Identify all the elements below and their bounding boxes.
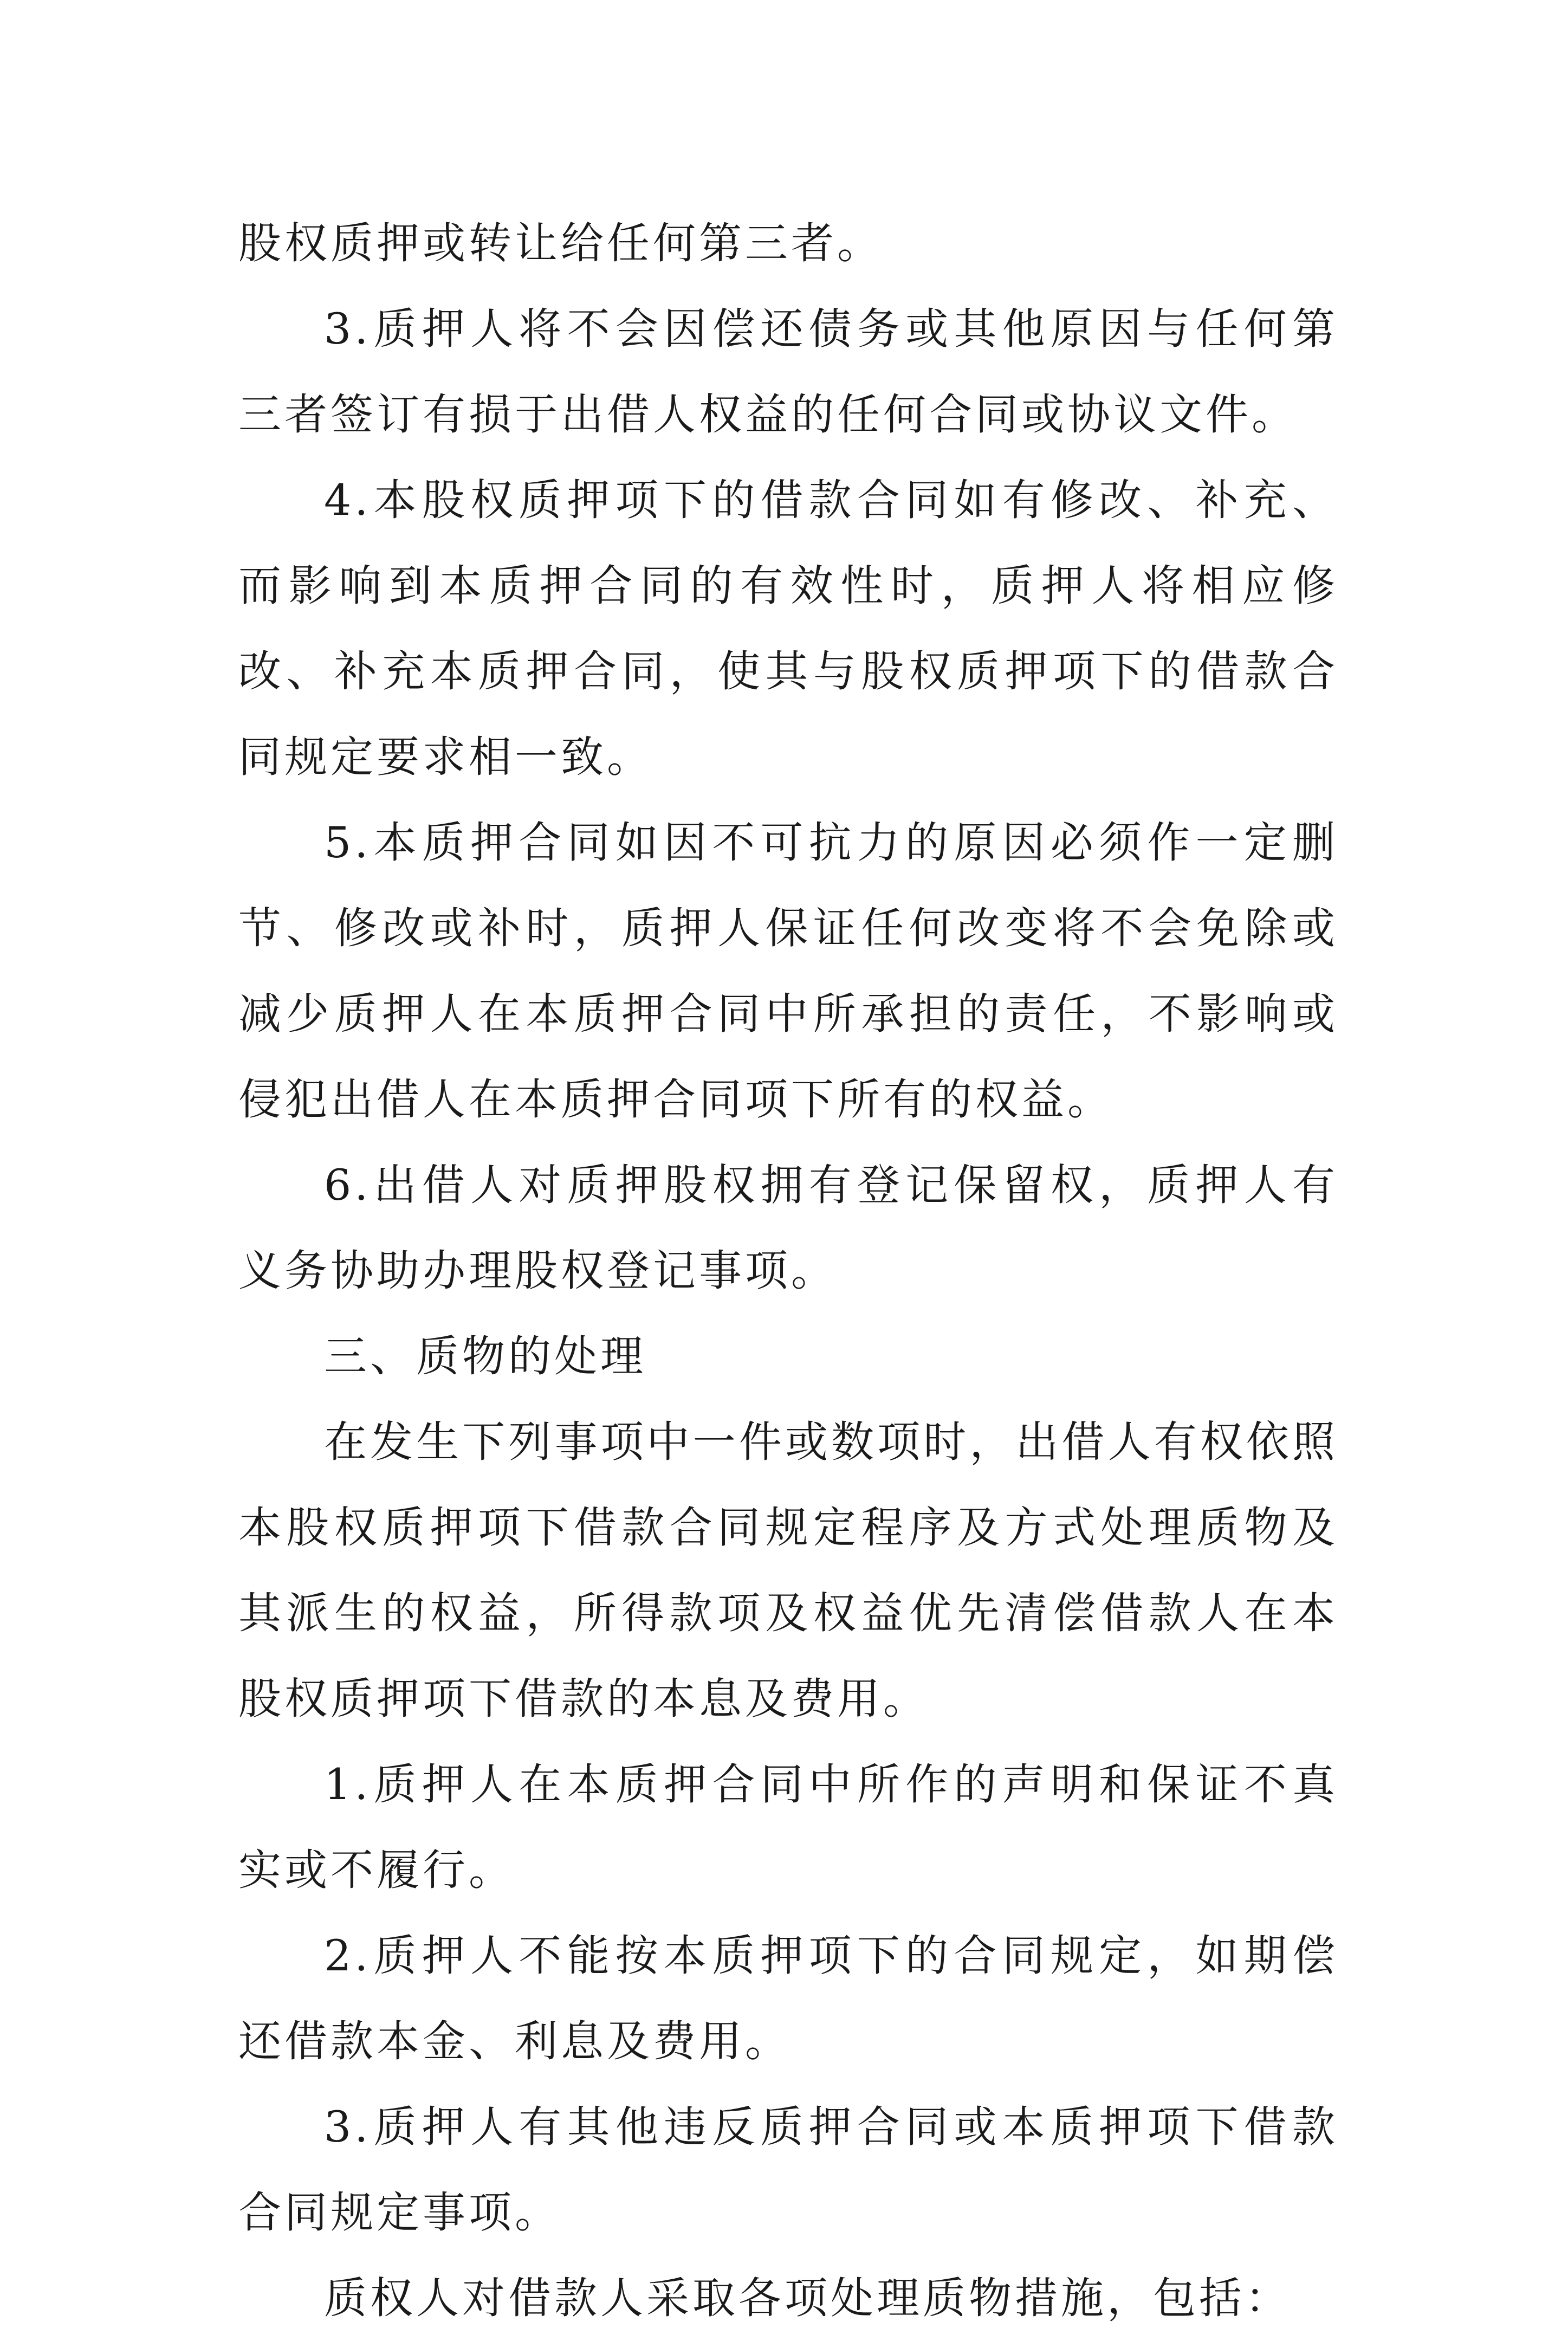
paragraph-4: 5.本质押合同如因不可抗力的原因必须作一定删节、修改或补时，质押人保证任何改变将不会免除或减少质押人在本质押合同中所承担的责任，不影响或侵犯出借人在本质押合同项下所有的权益。 [238,818,1338,1124]
paragraph-11: 质权人对借款人采取各项处理质物措施，包括： [324,2273,1291,2323]
paragraph-3: 4.本股权质押项下的借款合同如有修改、补充、而影响到本质押合同的有效性时，质押人将相应修改、补充本质押合同，使其与股权质押项下的借款合同规定要求相一致。 [238,475,1338,782]
paragraph-5: 6.出借人对质押股权拥有登记保留权，质押人有义务协助办理股权登记事项。 [238,1160,1338,1296]
paragraph-1: 股权质押或转让给任何第三者。 [238,218,883,268]
paragraph-9: 2.质押人不能按本质押项下的合同规定，如期偿还借款本金、利息及费用。 [238,1931,1338,2066]
section-heading: 三、质物的处理 [324,1331,646,1381]
paragraph-7: 在发生下列事项中一件或数项时，出借人有权依照本股权质押项下借款合同规定程序及方式处理质物及其派生的权益，所得款项及权益优先清偿借款人在本股权质押项下借款的本息及费用。 [238,1417,1338,1724]
paragraph-8: 1.质押人在本质押合同中所作的声明和保证不真实或不履行。 [238,1760,1338,1895]
document-body [238,201,1338,2341]
paragraph-2: 3.质押人将不会因偿还债务或其他原因与任何第三者签订有损于出借人权益的任何合同或协议文件。 [238,304,1338,439]
paragraph-10: 3.质押人有其他违反质押合同或本质押项下借款合同规定事项。 [238,2102,1338,2237]
